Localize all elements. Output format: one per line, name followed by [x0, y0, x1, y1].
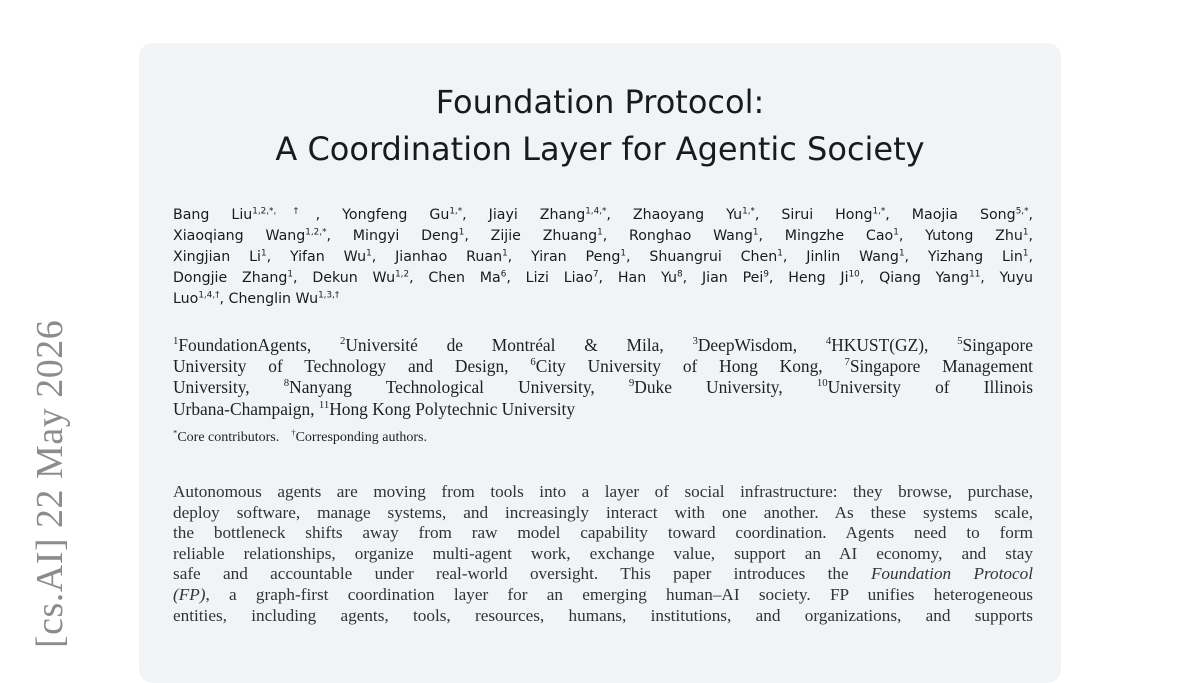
- affiliation-name: Urbana-Champaign,: [173, 398, 319, 419]
- author-affiliation-mark: 1: [893, 227, 899, 238]
- affiliation-name: Université de Montréal & Mila,: [345, 335, 693, 355]
- author-name: , Mingyi Deng: [326, 228, 459, 244]
- author-name: , Qiang Yang: [859, 270, 970, 286]
- author-name: , Chenglin Wu: [219, 291, 319, 307]
- author-affiliation-mark: 1,3,†: [318, 290, 340, 301]
- affiliation-number: 11: [318, 398, 330, 411]
- abstract-emphasis: (FP): [173, 584, 206, 604]
- author-line: [173, 205, 1033, 226]
- affiliation-line: [173, 356, 1033, 377]
- corresponding-mark: †: [291, 427, 296, 438]
- affiliation-name: University,: [173, 377, 284, 398]
- author-name: , Jiayi Zhang: [462, 207, 586, 223]
- author-affiliation-mark: 1: [366, 248, 372, 259]
- abstract-text: , a graph-first coordination layer for an emerging human–AI society. FP unifies heterogeneous: [205, 584, 1033, 604]
- author-affiliation-mark: 6: [500, 269, 507, 280]
- affiliation-number: 8: [283, 377, 290, 390]
- corresponding-authors-note: Corresponding authors.: [295, 430, 427, 445]
- author-affiliation-mark: 5,*: [1015, 206, 1029, 217]
- affiliation-number: 6: [530, 356, 536, 369]
- abstract-line: Autonomous agents are moving from tools into a layer of social infrastructure: they browse, purchase,: [173, 482, 1033, 501]
- author-name: , Shuangrui Chen: [625, 249, 778, 265]
- abstract-line: the bottleneck shifts away from raw model capability toward coordination. Agents need to form: [173, 523, 1033, 543]
- affiliation-name: Singapore Management: [849, 356, 1033, 377]
- affiliation-number: 2: [339, 335, 346, 348]
- affiliation-name: HKUST(GZ),: [831, 335, 958, 355]
- author-affiliation-mark: 1,2: [395, 269, 410, 280]
- abstract-line: [173, 585, 1033, 606]
- author-affiliation-mark: 1: [777, 248, 783, 259]
- affiliation-name: Nanyang Technological University,: [289, 377, 629, 398]
- author-affiliation-mark: 1: [1022, 227, 1029, 238]
- author-name: , Zhaoyang Yu: [606, 207, 743, 223]
- author-affiliation-mark: 1: [1022, 248, 1029, 259]
- affiliation-number: 7: [844, 356, 850, 369]
- author-line: [173, 247, 1033, 268]
- author-line: [173, 226, 1033, 247]
- abstract-text: safe and accountable under real-world oversight. This paper introduces the: [173, 564, 871, 584]
- affiliation-name: City University of Hong Kong,: [535, 356, 845, 377]
- author-affiliation-mark: 1: [287, 269, 294, 280]
- core-mark: *: [173, 427, 178, 438]
- contribution-notes: [173, 429, 427, 447]
- author-name: , Yiran Peng: [507, 249, 621, 265]
- author-affiliation-mark: 1,4,†: [198, 290, 220, 301]
- author-affiliation-mark: 11: [969, 269, 981, 280]
- affiliation-name: FoundationAgents,: [178, 335, 340, 355]
- affiliation-number: 10: [816, 377, 828, 390]
- author-name: , Jian Pei: [682, 270, 764, 286]
- paper-title: [139, 79, 1061, 173]
- author-affiliation-mark: 1: [502, 248, 508, 259]
- author-list: [173, 205, 1033, 310]
- author-affiliation-mark: 1,*: [742, 206, 755, 217]
- author-affiliation-mark: 1,*: [872, 206, 886, 217]
- author-affiliation-mark: 9: [763, 269, 769, 280]
- core-contributors-note: Core contributors.: [177, 430, 280, 445]
- abstract-line: entities, including agents, tools, resources, humans, institutions, and organizations, and supports: [173, 605, 1033, 625]
- abstract-emphasis: Foundation Protocol: [870, 564, 1033, 584]
- author-name: ,: [1028, 249, 1033, 265]
- author-affiliation-mark: 1: [620, 248, 626, 259]
- author-affiliation-mark: 1,2,*: [305, 227, 327, 238]
- arxiv-side-stamp: [cs.AI] 22 May 2026: [29, 319, 71, 648]
- author-name: , Heng Ji: [768, 270, 849, 286]
- author-name: , Chen Ma: [409, 270, 501, 286]
- author-name: Luo: [173, 291, 199, 307]
- author-name: , Zijie Zhuang: [464, 228, 598, 244]
- affiliation-line: [173, 377, 1033, 398]
- abstract-line: [173, 564, 1033, 585]
- author-affiliation-mark: 1: [898, 248, 905, 259]
- author-name: , Yongfeng Gu: [315, 207, 450, 223]
- affiliation-name: Duke University,: [634, 377, 817, 398]
- author-line: [173, 289, 1033, 310]
- affiliation-number: 9: [628, 377, 635, 390]
- affiliation-number: 1: [173, 335, 179, 348]
- affiliation-name: DeepWisdom,: [697, 335, 826, 355]
- author-name: , Han Yu: [598, 270, 678, 286]
- author-name: , Yizhang Lin: [904, 249, 1023, 265]
- abstract-line: reliable relationships, organize multi-agent work, exchange value, support an AI economy, and stay: [173, 543, 1033, 563]
- paper-title-line-2: A Coordination Layer for Agentic Society: [275, 130, 925, 168]
- author-name: , Yifan Wu: [266, 249, 367, 265]
- author-name: ,: [1028, 228, 1034, 244]
- author-affiliation-mark: 1: [458, 227, 465, 238]
- author-name: Bang Liu: [173, 207, 253, 223]
- author-name: , Mingzhe Cao: [758, 228, 894, 244]
- author-affiliation-mark: 1: [260, 248, 267, 259]
- affiliation-name: University of Technology and Design,: [173, 356, 531, 377]
- affiliation-line: [173, 399, 1033, 420]
- author-affiliation-mark: 1: [752, 227, 759, 238]
- author-affiliation-mark: 1,*: [449, 206, 463, 217]
- author-affiliation-mark: 8: [677, 269, 683, 280]
- affiliation-line: [173, 335, 1033, 356]
- affiliation-number: 4: [825, 335, 832, 348]
- abstract-line: deploy software, manage systems, and increasingly interact with one another. As these systems scale,: [173, 502, 1033, 522]
- affiliation-number: 5: [957, 335, 963, 348]
- author-affiliation-mark: 1,2,*,†: [252, 206, 316, 217]
- author-name: , Dekun Wu: [293, 270, 396, 286]
- author-name: , Jianhao Ruan: [371, 249, 503, 265]
- author-line: [173, 268, 1033, 289]
- affiliation-number: 3: [692, 335, 698, 348]
- author-name: , Ronghao Wang: [602, 228, 753, 244]
- author-name: , Lizi Liao: [506, 270, 593, 286]
- author-affiliation-mark: 1,4,*: [585, 206, 607, 217]
- author-affiliation-mark: 10: [848, 269, 860, 280]
- author-name: ,: [1028, 207, 1033, 223]
- author-name: , Jinlin Wang: [782, 249, 899, 265]
- affiliation-name: University of Illinois: [827, 377, 1033, 398]
- author-name: Xingjian Li: [173, 249, 261, 265]
- paper-first-page: [139, 43, 1061, 683]
- author-name: , Yuyu: [980, 270, 1034, 286]
- author-name: Xiaoqiang Wang: [173, 228, 306, 244]
- author-name: , Yutong Zhu: [898, 228, 1023, 244]
- affiliation-name: Singapore: [962, 335, 1033, 355]
- affiliation-list: [173, 335, 1033, 420]
- abstract: [173, 482, 1033, 626]
- affiliation-name: Hong Kong Polytechnic University: [329, 398, 576, 419]
- paper-title-line-1: Foundation Protocol:: [435, 83, 765, 121]
- author-name: , Maojia Song: [885, 207, 1016, 223]
- author-name: , Sirui Hong: [754, 207, 873, 223]
- author-affiliation-mark: 1: [597, 227, 603, 238]
- author-affiliation-mark: 7: [592, 269, 599, 280]
- author-name: Dongjie Zhang: [173, 270, 288, 286]
